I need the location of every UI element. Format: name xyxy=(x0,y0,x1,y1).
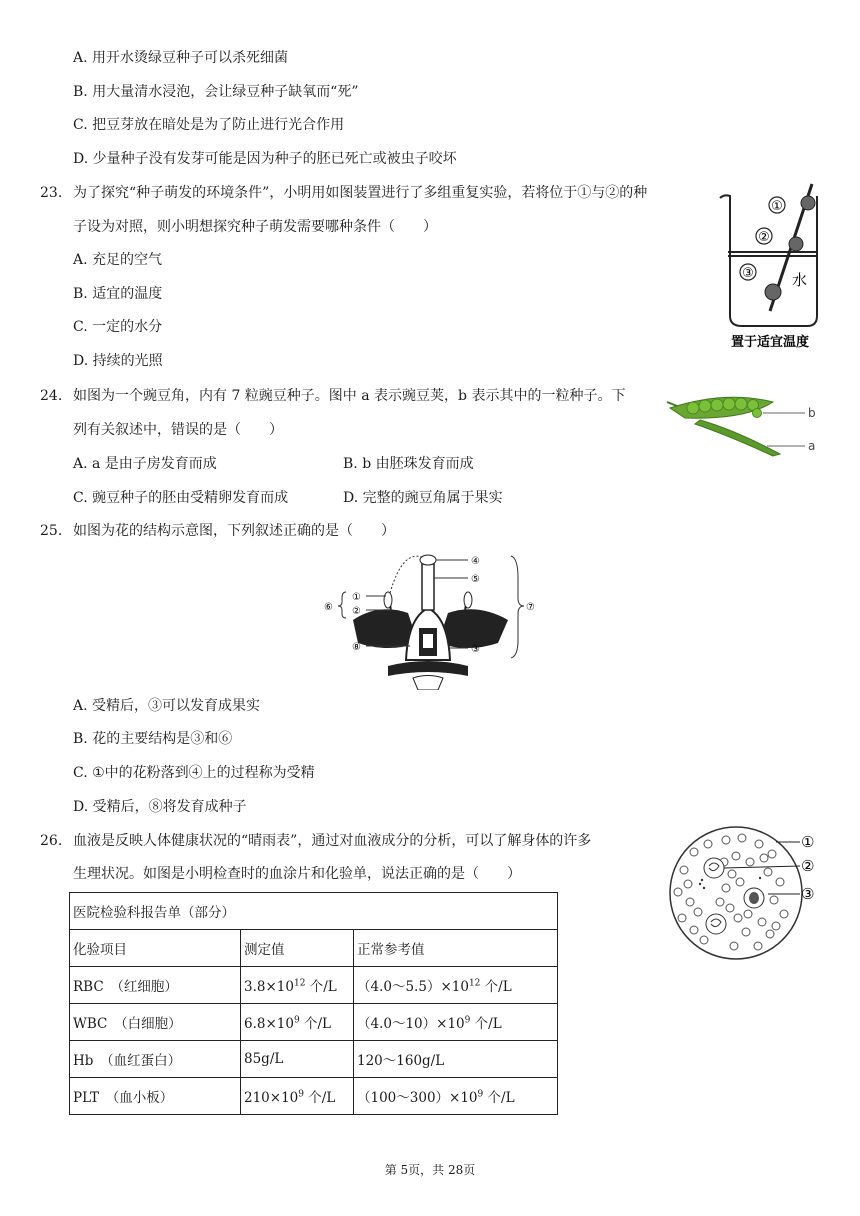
header-reference: 正常参考值 xyxy=(354,930,558,967)
cell-item: WBC （白细胞） xyxy=(70,1004,241,1041)
header-value: 测定值 xyxy=(241,930,354,967)
table-row xyxy=(70,967,558,1004)
red-blood-cell xyxy=(734,914,742,922)
red-blood-cell xyxy=(742,928,750,936)
red-blood-cell xyxy=(678,914,686,922)
red-blood-cell xyxy=(736,878,744,886)
table-row xyxy=(70,1041,558,1078)
seed-1 xyxy=(801,196,815,210)
q25-number: 25. xyxy=(40,523,63,539)
q23-number: 23. xyxy=(40,185,63,201)
q25-option-d: D. 受精后，⑧将发育成种子 xyxy=(73,799,247,815)
style xyxy=(422,564,434,610)
q23-option-b: B. 适宜的温度 xyxy=(73,286,163,302)
red-blood-cell xyxy=(690,926,698,934)
red-blood-cell xyxy=(746,858,754,866)
cell-value: $6.8\times 10^9$ 个/L xyxy=(241,1004,354,1041)
marker-6: ⑥ xyxy=(324,602,333,613)
marker-1: ① xyxy=(801,833,815,851)
red-blood-cell xyxy=(684,880,692,888)
red-blood-cell xyxy=(674,888,682,896)
marker-8: ⑧ xyxy=(352,642,361,653)
cell-item: Hb （血红蛋白） xyxy=(70,1041,241,1078)
q26-number: 26. xyxy=(40,833,63,849)
red-blood-cell xyxy=(772,922,780,930)
q24-option-b: B. b 由胚珠发育而成 xyxy=(343,456,474,472)
q24-stem-line2: 列有关叙述中，错误的是（ ） xyxy=(73,422,283,438)
marker-3: ③ xyxy=(801,885,815,903)
red-blood-cell xyxy=(766,930,774,938)
marker-3: ③ xyxy=(471,644,480,655)
red-blood-cell xyxy=(758,918,766,926)
page-footer: 第 5页，共 28页 xyxy=(384,1163,476,1177)
pea-seed-b xyxy=(753,409,762,418)
red-blood-cell xyxy=(764,868,772,876)
red-blood-cell xyxy=(744,910,752,918)
red-blood-cell xyxy=(730,942,738,950)
red-blood-cell xyxy=(728,870,736,878)
table-header-row xyxy=(70,930,558,967)
q22-option-c: C. 把豆芽放在暗处是为了防止进行光合作用 xyxy=(73,117,345,133)
q22-option-b: B. 用大量清水浸泡，会让绿豆种子缺氧而“死” xyxy=(73,84,359,100)
smear-field xyxy=(670,827,802,959)
cell-reference: $(4.0\sim 10)\times 10^9$ 个/L xyxy=(354,1004,558,1041)
q25-option-c: C. ①中的花粉落到④上的过程称为受精 xyxy=(73,765,315,781)
q24-option-a: A. a 是由子房发育而成 xyxy=(73,456,217,472)
q23-stem-line1: 为了探究“种子萌发的环境条件”，小明用如图装置进行了多组重复实验，若将位于①与②的种 xyxy=(73,185,648,201)
cell-value: $3.8\times 10^{12}$ 个/L xyxy=(241,967,354,1004)
q25-option-b: B. 花的主要结构是③和⑥ xyxy=(73,731,233,747)
q22-option-a: A. 用开水烫绿豆种子可以杀死细菌 xyxy=(73,50,289,66)
red-blood-cell xyxy=(722,884,730,892)
seed-3 xyxy=(765,284,781,300)
red-blood-cell xyxy=(726,904,734,912)
red-blood-cell xyxy=(700,936,708,944)
red-blood-cell xyxy=(768,850,776,858)
q23-option-a: A. 充足的空气 xyxy=(73,252,163,268)
q24-option-c: C. 豌豆种子的胚由受精卵发育而成 xyxy=(73,490,289,506)
q24-stem-line1: 如图为一个豌豆角，内有 7 粒豌豆种子。图中 a 表示豌豆荚，b 表示其中的一粒种子。下 xyxy=(73,388,626,404)
white-blood-cell xyxy=(744,888,764,908)
white-blood-cell xyxy=(704,858,724,878)
red-blood-cell xyxy=(694,908,702,916)
q23-option-c: C. 一定的水分 xyxy=(73,319,163,335)
red-blood-cell xyxy=(755,840,763,848)
marker-3: ③ xyxy=(742,266,754,281)
white-blood-cell xyxy=(706,914,726,934)
figure-caption: 置于适宜温度 xyxy=(730,335,810,350)
marker-2: ② xyxy=(352,606,361,617)
table-row xyxy=(70,1004,558,1041)
flower-structure-figure xyxy=(318,548,543,690)
cell-item: PLT （血小板） xyxy=(70,1078,241,1115)
label-a: a xyxy=(808,439,816,453)
table-row xyxy=(70,1078,558,1115)
marker-4: ④ xyxy=(471,556,480,567)
q25-stem: 如图为花的结构示意图，下列叙述正确的是（ ） xyxy=(73,523,395,539)
red-blood-cell xyxy=(722,836,730,844)
label-b: b xyxy=(808,406,816,420)
marker-7: ⑦ xyxy=(526,602,535,613)
seed-2 xyxy=(789,237,803,251)
cell-item: RBC （红细胞） xyxy=(70,967,241,1004)
cell-reference: $(4.0\sim 5.5)\times 10^{12}$ 个/L xyxy=(354,967,558,1004)
q22-option-d: D. 少量种子没有发芽可能是因为种子的胚已死亡或被虫子咬坏 xyxy=(73,151,457,167)
cell-value: 85g/L xyxy=(241,1041,354,1078)
cell-value: $210\times 10^9$ 个/L xyxy=(241,1078,354,1115)
q26-stem-line2: 生理状况。如图是小明检查时的血涂片和化验单，说法正确的是（ ） xyxy=(73,866,521,882)
red-blood-cell xyxy=(754,942,762,950)
pea-pod-figure xyxy=(665,380,820,460)
stigma xyxy=(420,555,436,565)
red-blood-cell xyxy=(738,834,746,842)
pea-pod-bottom xyxy=(695,420,780,456)
cell-reference: 120～160g/L xyxy=(354,1041,558,1078)
marker-2: ② xyxy=(801,857,815,875)
marker-1: ① xyxy=(771,199,783,214)
q26-stem-line1: 血液是反映人体健康状况的“晴雨表”，通过对血液成分的分析，可以了解身体的许多 xyxy=(73,833,592,849)
red-blood-cell xyxy=(732,852,740,860)
marker-1: ① xyxy=(352,592,361,603)
blood-smear-figure xyxy=(664,822,824,964)
lab-report-table xyxy=(69,892,558,1115)
marker-5: ⑤ xyxy=(471,574,480,585)
red-blood-cell xyxy=(680,866,688,874)
red-blood-cell xyxy=(716,898,724,906)
table-title-row xyxy=(70,893,558,930)
seed-germination-beaker-figure xyxy=(712,176,827,356)
red-blood-cell xyxy=(704,840,712,848)
q23-stem-line2: 子设为对照，则小明想探究种子萌发需要哪种条件（ ） xyxy=(73,219,437,235)
table-title: 医院检验科报告单（部分） xyxy=(70,893,558,930)
red-blood-cell xyxy=(690,848,698,856)
red-blood-cell xyxy=(770,896,778,904)
q24-number: 24. xyxy=(40,388,63,404)
water-label: 水 xyxy=(792,271,808,289)
red-blood-cell xyxy=(686,898,694,906)
q24-option-d: D. 完整的豌豆角属于果实 xyxy=(343,490,503,506)
cell-reference: $(100\sim 300)\times 10^9$ 个/L xyxy=(354,1078,558,1115)
q25-option-a: A. 受精后，③可以发育成果实 xyxy=(73,698,261,714)
red-blood-cell xyxy=(776,878,784,886)
red-blood-cell xyxy=(760,854,768,862)
header-item: 化验项目 xyxy=(70,930,241,967)
q23-option-d: D. 持续的光照 xyxy=(73,353,163,369)
red-blood-cell xyxy=(780,910,788,918)
marker-2: ② xyxy=(758,230,770,245)
